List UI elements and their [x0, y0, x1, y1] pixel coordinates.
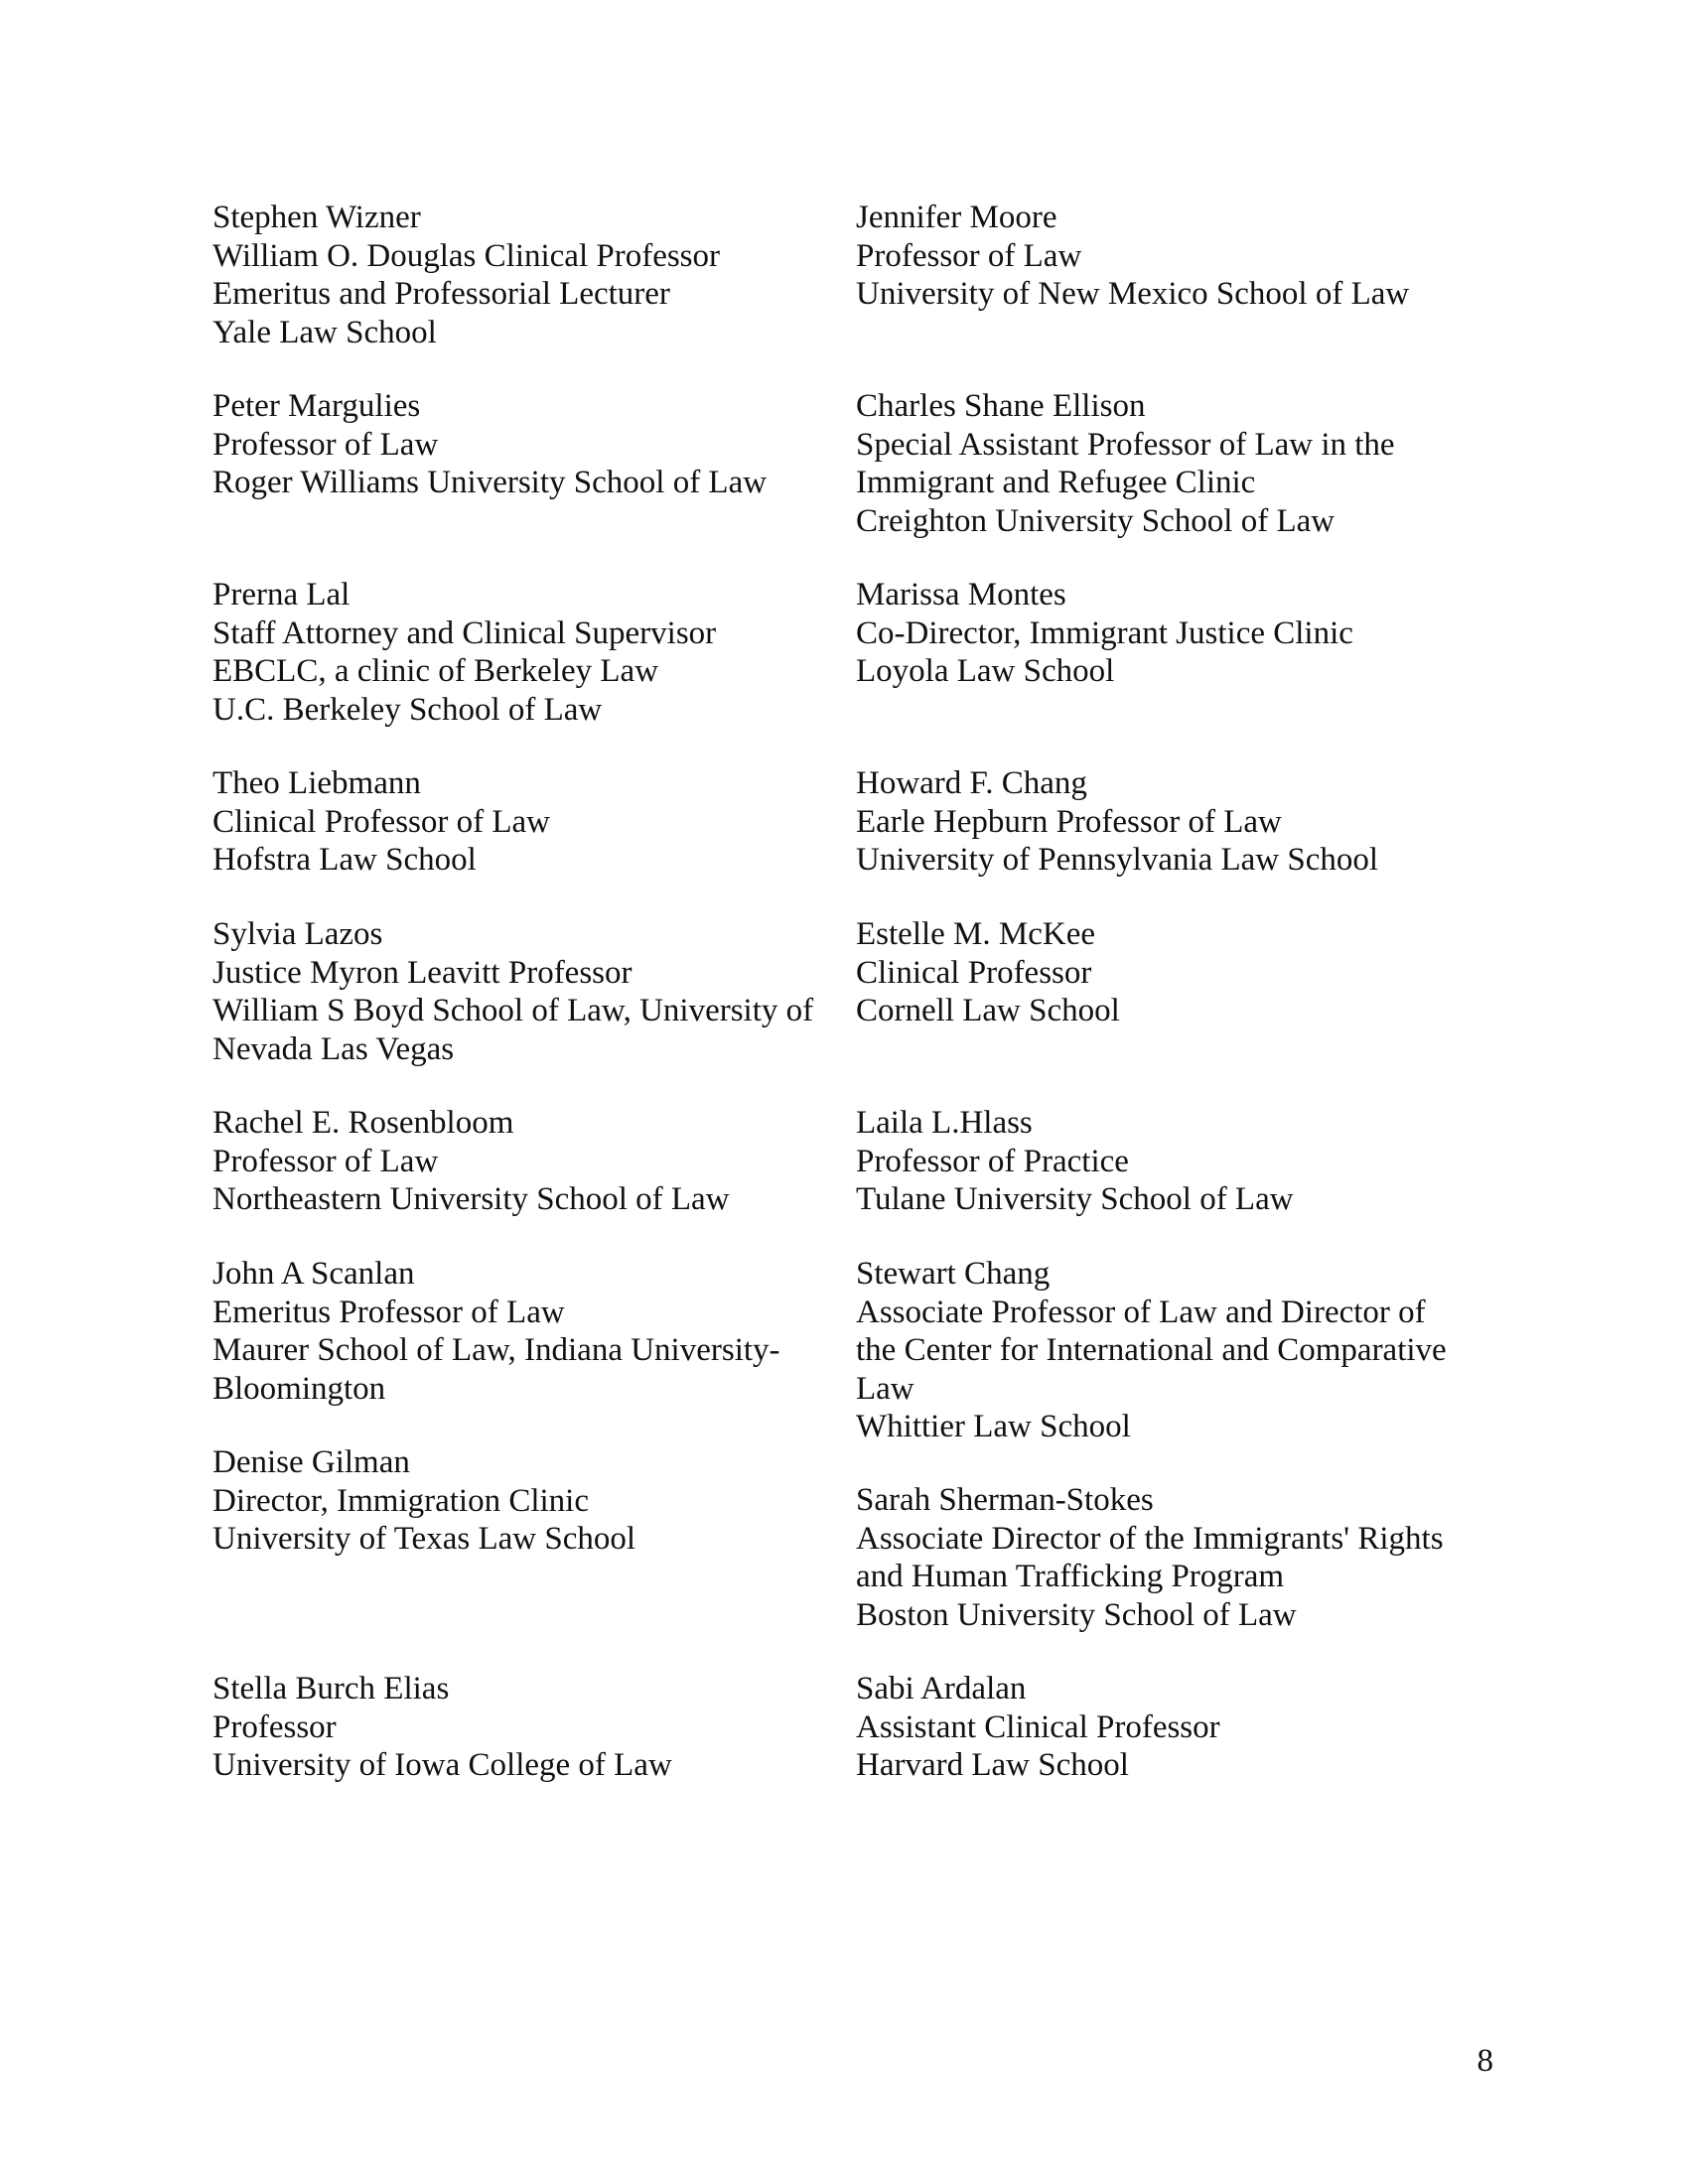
signatory-entry — [212, 1104, 828, 1219]
signatory-institution: William S Boyd School of Law, University of — [212, 993, 814, 1028]
signatory-title: EBCLC, a clinic of Berkeley Law — [212, 653, 659, 689]
signatory-title: Immigrant and Refugee Clinic — [856, 465, 1256, 500]
signatory-name: Denise Gilman — [212, 1444, 410, 1480]
signatory-institution: U.C. Berkeley School of Law — [212, 691, 603, 728]
signatory-institution: Bloomington — [212, 1370, 386, 1407]
signatory-name: Theo Liebmann — [212, 765, 421, 801]
signatory-title: Professor of Practice — [856, 1143, 1129, 1179]
signatory-institution: Tulane University School of Law — [856, 1181, 1294, 1217]
signatory-institution: Roger Williams University School of Law — [212, 465, 768, 500]
signatory-entry — [856, 387, 1472, 540]
signatory-name: Rachel E. Rosenbloom — [212, 1105, 514, 1141]
signatory-institution: University of New Mexico School of Law — [856, 276, 1410, 312]
signatory-institution: Cornell Law School — [856, 993, 1120, 1028]
signatory-entry — [856, 1255, 1472, 1446]
signatory-name: Stewart Chang — [856, 1256, 1051, 1292]
signatory-title: the Center for International and Comparative — [856, 1332, 1447, 1368]
signatory-name: Sylvia Lazos — [212, 916, 383, 952]
signatory-name: Laila L.Hlass — [856, 1105, 1033, 1141]
signatory-title: Professor of Law — [212, 426, 439, 463]
signatory-name: Prerna Lal — [212, 577, 351, 613]
signatory-institution: Harvard Law School — [856, 1747, 1129, 1783]
signatory-institution: Hofstra Law School — [212, 842, 477, 878]
signatory-institution: University of Pennsylvania Law School — [856, 842, 1379, 878]
signatory-entry — [212, 1670, 828, 1785]
signatory-name: Jennifer Moore — [856, 200, 1057, 235]
signatory-title: Director, Immigration Clinic — [212, 1482, 590, 1519]
signatory-entry — [212, 764, 828, 880]
signatory-title: Associate Professor of Law and Director of — [856, 1294, 1426, 1330]
signatory-entry — [856, 915, 1472, 1030]
signatory-title: Emeritus and Professorial Lecturer — [212, 276, 670, 312]
signatory-institution: Yale Law School — [212, 314, 437, 350]
signatory-entry — [212, 199, 828, 351]
signatory-title: Clinical Professor — [856, 954, 1092, 991]
page-number: 8 — [1477, 2043, 1493, 2079]
signatory-title: Special Assistant Professor of Law in the — [856, 426, 1395, 463]
signatory-title: Emeritus Professor of Law — [212, 1294, 565, 1330]
signatory-title: Professor of Law — [856, 237, 1082, 274]
signatory-entry — [856, 1104, 1472, 1219]
signatory-title: Assistant Clinical Professor — [856, 1708, 1220, 1745]
signatory-entry — [212, 1443, 828, 1559]
signatory-name: Estelle M. McKee — [856, 916, 1096, 952]
signatory-title: Earle Hepburn Professor of Law — [856, 803, 1282, 840]
signatory-institution: Creighton University School of Law — [856, 502, 1336, 539]
signatory-entry — [856, 764, 1472, 880]
signatory-name: John A Scanlan — [212, 1256, 415, 1292]
signatory-title: and Human Trafficking Program — [856, 1559, 1285, 1594]
signatory-name: Peter Margulies — [212, 388, 421, 424]
signatory-entry — [856, 199, 1472, 314]
signatory-title: Professor of Law — [212, 1143, 439, 1179]
signatory-title: William O. Douglas Clinical Professor — [212, 237, 721, 274]
signatory-entry — [212, 915, 828, 1068]
signatory-entry — [212, 576, 828, 729]
signatory-entry — [212, 387, 828, 502]
signatory-name: Marissa Montes — [856, 577, 1066, 613]
signatory-institution: Boston University School of Law — [856, 1596, 1297, 1633]
signatory-entry — [212, 1255, 828, 1408]
signatory-institution: Maurer School of Law, Indiana University- — [212, 1332, 780, 1368]
signatory-institution: University of Texas Law School — [212, 1521, 636, 1557]
signatory-institution: Northeastern University School of Law — [212, 1181, 730, 1217]
signatory-title: Co-Director, Immigrant Justice Clinic — [856, 614, 1353, 651]
signatory-title: Justice Myron Leavitt Professor — [212, 954, 633, 991]
signatory-name: Stephen Wizner — [212, 200, 421, 235]
signatory-name: Sarah Sherman-Stokes — [856, 1482, 1154, 1518]
signatory-entry — [856, 576, 1472, 691]
signatory-entry — [856, 1481, 1472, 1634]
signatory-title: Staff Attorney and Clinical Supervisor — [212, 614, 717, 651]
signatory-entry — [856, 1670, 1472, 1785]
signatory-name: Charles Shane Ellison — [856, 388, 1146, 424]
signatory-title: Clinical Professor of Law — [212, 803, 551, 840]
signatory-name: Sabi Ardalan — [856, 1671, 1027, 1706]
signatory-title: Professor — [212, 1708, 337, 1745]
signatory-name: Stella Burch Elias — [212, 1671, 450, 1706]
signatory-institution: Loyola Law School — [856, 653, 1115, 689]
signatory-institution: University of Iowa College of Law — [212, 1747, 672, 1783]
signatory-institution: Nevada Las Vegas — [212, 1030, 455, 1067]
signatory-title: Law — [856, 1370, 914, 1407]
signatory-title: Associate Director of the Immigrants' Rights — [856, 1520, 1444, 1557]
signatory-name: Howard F. Chang — [856, 765, 1087, 801]
signatory-institution: Whittier Law School — [856, 1409, 1131, 1444]
